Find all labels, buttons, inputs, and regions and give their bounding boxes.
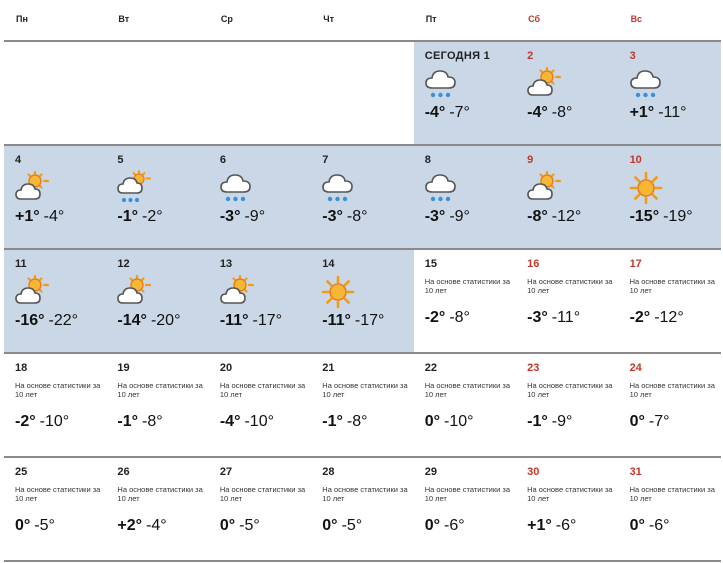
temperature-range — [425, 309, 516, 327]
day-number: 7 — [322, 154, 329, 166]
day-cell[interactable] — [106, 146, 208, 248]
temp-high: -14° — [117, 312, 147, 329]
temp-low: -7° — [648, 413, 670, 430]
day-number: 23 — [527, 362, 540, 374]
weekday-label: Пт — [425, 14, 437, 24]
day-cell[interactable] — [516, 250, 618, 352]
temperature-range — [15, 517, 106, 535]
temperature-range — [117, 517, 208, 535]
statistics-note: На основе статистики за 10 лет — [117, 485, 203, 503]
temperature-range — [630, 309, 721, 327]
sun-icon — [320, 274, 356, 310]
day-number: 26 — [117, 466, 130, 478]
temp-high: -1° — [527, 413, 548, 430]
temperature-range — [322, 413, 413, 431]
temperature-range — [527, 208, 618, 226]
day-cell[interactable] — [106, 250, 208, 352]
temp-low: -9° — [244, 208, 266, 225]
weekday-label: Ср — [220, 14, 233, 24]
day-number: 10 — [629, 154, 642, 166]
day-cell[interactable] — [619, 250, 721, 352]
temperature-range — [117, 312, 208, 330]
temp-high: -4° — [424, 104, 446, 121]
temp-low: -22° — [48, 312, 79, 329]
day-cell[interactable] — [619, 146, 721, 248]
weekday-label: Пн — [16, 14, 28, 24]
statistics-note: На основе статистики за 10 лет — [527, 381, 613, 399]
temp-low: -17° — [252, 312, 283, 329]
weekday-label: Сб — [528, 14, 541, 24]
temp-low: -5° — [239, 517, 260, 534]
temperature-range — [15, 208, 106, 226]
temp-high: -11° — [322, 312, 351, 329]
temp-low: -6° — [648, 517, 670, 534]
temperature-range — [322, 208, 413, 226]
temp-low: -8° — [346, 208, 368, 225]
day-cell[interactable] — [311, 146, 413, 248]
statistics-note: На основе статистики за 10 лет — [424, 277, 511, 295]
day-cell[interactable] — [4, 354, 106, 456]
day-number: 18 — [15, 362, 28, 374]
cloud-snow-icon — [218, 170, 254, 206]
statistics-note: На основе статистики за 10 лет — [15, 485, 101, 503]
temp-high: -8° — [527, 208, 548, 225]
day-number: 19 — [117, 362, 130, 374]
day-cell[interactable] — [209, 458, 311, 560]
day-cell[interactable] — [209, 354, 311, 456]
statistics-note: На основе статистики за 10 лет — [527, 277, 613, 295]
temperature-range — [527, 517, 618, 535]
empty-day-cell — [4, 42, 106, 144]
day-number: 25 — [15, 466, 28, 478]
temp-low: -17° — [354, 312, 385, 329]
temperature-range — [15, 312, 106, 330]
week-row — [4, 458, 721, 562]
temp-high: +2° — [117, 517, 143, 534]
temp-low: -10° — [39, 413, 70, 430]
temperature-range — [425, 104, 516, 122]
day-cell[interactable] — [516, 42, 618, 144]
day-number: 3 — [629, 50, 636, 62]
day-cell[interactable] — [4, 146, 106, 248]
temp-high: -3° — [322, 208, 343, 225]
temp-low: -9° — [551, 413, 573, 430]
statistics-note: На основе статистики за 10 лет — [219, 381, 306, 399]
empty-day-cell — [209, 42, 311, 144]
temp-low: -9° — [449, 208, 470, 225]
day-number: 20 — [219, 362, 233, 374]
temperature-range — [15, 413, 106, 431]
temp-low: -12° — [654, 309, 684, 326]
day-number: 4 — [15, 154, 22, 166]
day-number: СЕГОДНЯ 1 — [424, 50, 491, 62]
temperature-range — [425, 208, 516, 226]
day-number: 13 — [219, 258, 233, 270]
temp-low: -8° — [346, 413, 368, 430]
temp-low: -10° — [244, 413, 274, 430]
weekday-label: Чт — [323, 14, 335, 24]
temperature-range — [117, 208, 208, 226]
temp-low: -7° — [449, 104, 470, 121]
day-cell[interactable] — [311, 354, 413, 456]
temp-high: -1° — [117, 413, 139, 430]
sun-cloud-icon — [525, 66, 561, 102]
day-number: 5 — [117, 154, 124, 166]
temp-high: 0° — [219, 517, 236, 534]
temp-high: 0° — [322, 517, 338, 534]
empty-day-cell — [311, 42, 413, 144]
temperature-range — [425, 413, 516, 431]
day-number: 17 — [629, 258, 642, 270]
statistics-note: На основе статистики за 10 лет — [15, 381, 101, 399]
temperature-range — [322, 517, 413, 535]
temperature-range — [527, 413, 618, 431]
day-number: 29 — [424, 466, 437, 478]
temp-low: -11° — [658, 104, 687, 121]
temperature-range — [630, 208, 721, 226]
temp-high: -4° — [219, 413, 241, 430]
temperature-range — [425, 517, 516, 535]
day-number: 27 — [219, 466, 233, 478]
temp-high: -2° — [424, 309, 446, 326]
calendar-body — [4, 42, 721, 562]
sun-cloud-icon — [525, 170, 561, 206]
temperature-range — [220, 312, 311, 330]
sun-cloud-icon — [13, 274, 49, 310]
sun-cloud-snow-icon — [115, 170, 151, 206]
day-cell[interactable] — [4, 250, 106, 352]
sun-cloud-icon — [218, 274, 254, 310]
day-cell[interactable] — [414, 354, 516, 456]
temp-low: -4° — [43, 208, 65, 225]
temperature-range — [220, 517, 311, 535]
statistics-note: На основе статистики за 10 лет — [117, 381, 203, 399]
temp-high: 0° — [424, 517, 440, 534]
temperature-range — [527, 309, 618, 327]
statistics-note: На основе статистики за 10 лет — [629, 381, 715, 399]
temp-high: 0° — [629, 413, 645, 430]
day-cell[interactable] — [209, 146, 311, 248]
day-number: 31 — [629, 466, 642, 478]
day-cell[interactable] — [4, 458, 106, 560]
day-number: 6 — [219, 154, 226, 166]
statistics-note: На основе статистики за 10 лет — [629, 277, 715, 295]
temp-high: -15° — [629, 208, 660, 225]
temp-high: -2° — [15, 413, 36, 430]
day-cell[interactable] — [106, 354, 208, 456]
statistics-note: На основе статистики за 10 лет — [527, 485, 613, 503]
temperature-range — [117, 413, 208, 431]
temperature-range — [630, 413, 721, 431]
temperature-range — [630, 517, 721, 535]
day-cell[interactable] — [619, 42, 721, 144]
day-number: 8 — [424, 154, 431, 166]
temp-high: -3° — [424, 208, 446, 225]
weather-calendar — [4, 4, 721, 562]
temp-low: -2° — [142, 208, 163, 225]
temp-low: -19° — [663, 208, 693, 225]
day-cell[interactable] — [106, 458, 208, 560]
day-number: 11 — [15, 258, 27, 270]
statistics-note: На основе статистики за 10 лет — [219, 485, 306, 503]
day-cell[interactable] — [414, 458, 516, 560]
cloud-snow-icon — [423, 66, 459, 102]
temp-low: -6° — [444, 517, 465, 534]
temp-high: +1° — [527, 517, 552, 534]
day-number: 28 — [322, 466, 335, 478]
day-cell[interactable] — [414, 42, 516, 144]
day-cell[interactable] — [414, 250, 516, 352]
temp-low: -4° — [146, 517, 167, 534]
weekday-label: Вс — [630, 14, 643, 24]
day-cell[interactable] — [516, 146, 618, 248]
cloud-snow-icon — [423, 170, 459, 206]
temperature-range — [220, 208, 311, 226]
day-number: 9 — [527, 154, 534, 166]
temp-high: +1° — [15, 208, 40, 225]
sun-icon — [628, 170, 664, 206]
statistics-note: На основе статистики за 10 лет — [424, 485, 511, 503]
sun-cloud-icon — [13, 170, 49, 206]
day-number: 15 — [424, 258, 437, 270]
day-number: 24 — [629, 362, 642, 374]
temp-low: -10° — [444, 413, 474, 430]
day-cell[interactable] — [311, 458, 413, 560]
cloud-snow-icon — [320, 170, 356, 206]
day-cell[interactable] — [311, 250, 413, 352]
week-row — [4, 250, 721, 354]
week-row — [4, 42, 721, 146]
temp-high: -3° — [219, 208, 241, 225]
temp-high: -1° — [117, 208, 139, 225]
temperature-range — [220, 413, 311, 431]
day-number: 16 — [527, 258, 540, 270]
temperature-range — [527, 104, 618, 122]
week-row — [4, 146, 721, 250]
day-number: 21 — [322, 362, 335, 374]
day-number: 30 — [527, 466, 540, 478]
day-number: 22 — [424, 362, 437, 374]
temp-low: -8° — [551, 104, 573, 121]
temp-high: 0° — [629, 517, 645, 534]
statistics-note: На основе статистики за 10 лет — [424, 381, 511, 399]
day-number: 2 — [527, 50, 534, 62]
statistics-note: На основе статистики за 10 лет — [322, 485, 408, 503]
temp-high: -2° — [629, 309, 651, 326]
temp-low: -8° — [142, 413, 163, 430]
temp-high: +1° — [629, 104, 655, 121]
weekday-header — [4, 4, 721, 42]
day-cell[interactable] — [209, 250, 311, 352]
week-row — [4, 354, 721, 458]
temp-high: -16° — [15, 312, 45, 329]
day-cell[interactable] — [619, 354, 721, 456]
temp-low: -5° — [34, 517, 55, 534]
day-cell[interactable] — [516, 354, 618, 456]
weekday-label: Вт — [118, 14, 130, 24]
temp-high: 0° — [424, 413, 440, 430]
temp-high: 0° — [15, 517, 31, 534]
temp-high: -3° — [527, 309, 548, 326]
temp-low: -8° — [449, 309, 470, 326]
day-number: 12 — [117, 258, 130, 270]
day-cell[interactable] — [516, 458, 618, 560]
temp-low: -11° — [551, 309, 581, 326]
day-number: 14 — [322, 258, 335, 270]
temp-low: -20° — [150, 312, 181, 329]
statistics-note: На основе статистики за 10 лет — [629, 485, 715, 503]
empty-day-cell — [106, 42, 208, 144]
temp-low: -6° — [555, 517, 577, 534]
temp-low: -5° — [341, 517, 363, 534]
temp-high: -4° — [527, 104, 548, 121]
cloud-snow-icon — [628, 66, 664, 102]
day-cell[interactable] — [619, 458, 721, 560]
day-cell[interactable] — [414, 146, 516, 248]
temperature-range — [322, 312, 413, 330]
temp-low: -12° — [551, 208, 582, 225]
temp-high: -1° — [322, 413, 343, 430]
statistics-note: На основе статистики за 10 лет — [322, 381, 408, 399]
temperature-range — [630, 104, 721, 122]
temp-high: -11° — [219, 312, 249, 329]
sun-cloud-icon — [115, 274, 151, 310]
